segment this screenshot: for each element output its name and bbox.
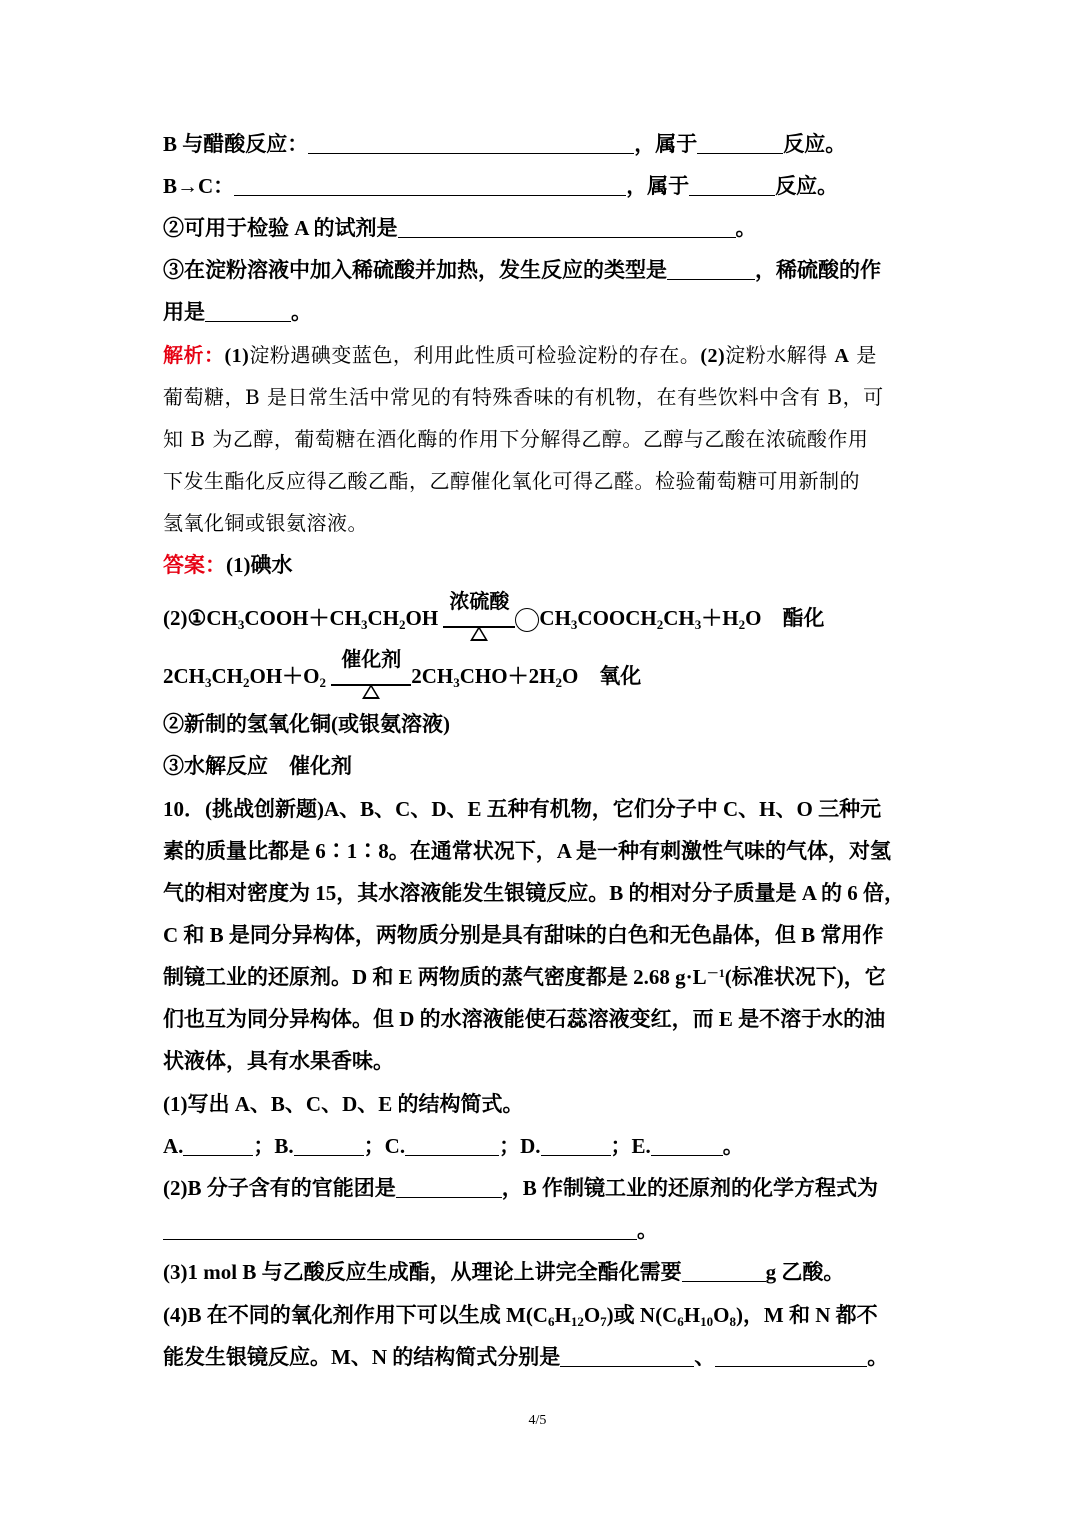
- blank: [294, 1133, 364, 1156]
- q10-sub-3: (3)1 mol B 与乙酸反应生成酯，从理论上讲完全酯化需要 g 乙酸。: [163, 1260, 845, 1284]
- blank: [405, 1133, 499, 1156]
- line-test-a: ②可用于检验 A 的试剂是 。: [163, 216, 757, 240]
- heat-triangle-icon: [362, 684, 380, 699]
- q10-line-5: 制镜工业的还原剂。D 和 E 两物质的蒸气密度都是 2.68 $g\cdot L^{-1}$(标准状况下)，它: [163, 965, 886, 989]
- q10-line-6: 们也互为同分异构体。但 D 的水溶液能使石蕊溶液变红，而 E 是不溶于水的油: [163, 1007, 886, 1031]
- q10-line-3: 气的相对密度为 15，其水溶液能发生银镜反应。B 的相对分子质量是 A 的 6 倍，: [163, 881, 906, 905]
- q10-sub-2: (2)B 分子含有的官能团是 ，B 作制镜工业的还原剂的化学方程式为: [163, 1176, 879, 1200]
- q10-line-7: 状液体，具有水果香味。: [163, 1049, 394, 1073]
- q10-line-1: 10．(挑战创新题)A、B、C、D、E 五种有机物，它们分子中 C、H、O 三种元: [163, 797, 882, 821]
- blank: [689, 173, 775, 196]
- q10-line-4: C 和 B 是同分异构体，两物质分别是具有甜味的白色和无色晶体，但 B 常用作: [163, 923, 884, 947]
- heat-triangle-icon: [470, 626, 488, 641]
- q10-sub-4: (4)B 在不同的氧化剂作用下可以生成 $M(C_6H_{12}O_7)$或 $N(C_6H_{10}O_8)$，M 和 N 都不: [163, 1303, 878, 1329]
- answer-equation-esterification: $(2)①CH_3COOH+CH_3CH_2OH$ 浓硫酸 $CH_3COOCH_2CH_3+H_2O$ 酯化: [163, 603, 824, 633]
- blank: [651, 1133, 723, 1156]
- line-starch: ③在淀粉溶液中加入稀硫酸并加热，发生反应的类型是 ，稀硫酸的作: [163, 258, 881, 282]
- q10-sub-4-blanks: 能发生银镜反应。M、N 的结构简式分别是 、 。: [163, 1345, 889, 1369]
- q10-sub-1-blanks: A. ；B. ；C. ；D. ；E. 。: [163, 1134, 744, 1158]
- circle-icon: [515, 608, 539, 632]
- analysis-line-5: 氢氧化铜或银氨溶液。: [163, 511, 368, 535]
- answer-equation-oxidation: $2CH_3CH_2OH+O_2$ 催化剂 $2CH_3CHO+2H_2O$ 氧化: [163, 661, 641, 691]
- blank: [667, 257, 755, 280]
- blank: [682, 1259, 766, 1282]
- q10-line-2: 素的质量比都是 6∶1∶8。在通常状况下，A 是一种有刺激性气味的气体，对氢: [163, 839, 892, 863]
- reaction-condition: 催化剂: [331, 670, 411, 686]
- blank: [560, 1344, 694, 1367]
- blank: [541, 1133, 611, 1156]
- page-number: 4/5: [528, 1413, 547, 1428]
- answer-line-4: ③水解反应 催化剂: [163, 754, 352, 778]
- reaction-condition: 浓硫酸: [443, 612, 515, 628]
- blank: [183, 1133, 253, 1156]
- line-function: 用是 。: [163, 300, 312, 324]
- analysis-line-4: 下发生酯化反应得乙酸乙酯，乙醇催化氧化可得乙醛。检验葡萄糖可用新制的: [163, 469, 860, 493]
- blank: [715, 1344, 867, 1367]
- answer-line-3: ②新制的氢氧化铜(或银氨溶液): [163, 712, 450, 736]
- answer-line-1: 答案：(1)碘水: [163, 553, 293, 577]
- blank: [398, 215, 736, 238]
- blank: [396, 1175, 502, 1198]
- blank: [697, 131, 783, 154]
- blank: [234, 173, 626, 196]
- q10-sub-2-blank: 。: [163, 1215, 658, 1245]
- line-b-acetic: B 与醋酸反应： ，属于 反应。: [163, 132, 847, 156]
- line-b-to-c: B→C： ，属于 反应。: [163, 174, 839, 198]
- analysis-line-3: 知 B 为乙醇，葡萄糖在酒化酶的作用下分解得乙醇。乙醇与乙酸在浓硫酸作用: [163, 427, 869, 451]
- blank: [308, 131, 634, 154]
- blank: [163, 1217, 637, 1240]
- blank: [205, 299, 291, 322]
- analysis-line-2: 葡萄糖，B 是日常生活中常见的有特殊香味的有机物，在有些饮料中含有 B，可: [163, 385, 884, 409]
- analysis-line-1: 解析：(1)淀粉遇碘变蓝色，利用此性质可检验淀粉的存在。(2)淀粉水解得 A 是: [163, 343, 877, 367]
- q10-sub-1: (1)写出 A、B、C、D、E 的结构简式。: [163, 1092, 524, 1116]
